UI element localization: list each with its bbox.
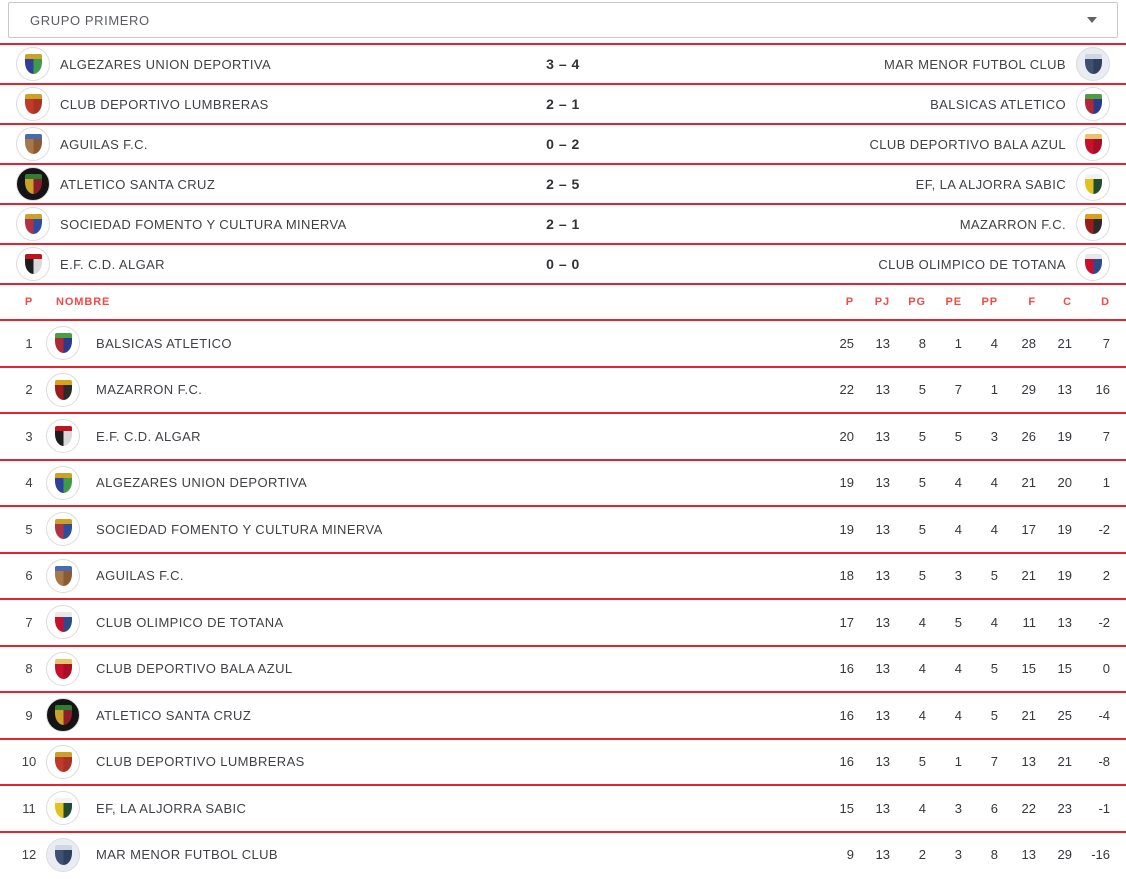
group-select-value: GRUPO PRIMERO	[30, 12, 150, 28]
stat-lost: 8	[990, 847, 998, 863]
match-score: 0 – 2	[546, 136, 580, 152]
stat-diff: 0	[1102, 661, 1110, 677]
stat-against: 19	[1057, 521, 1072, 537]
header-stat-for: F	[1028, 296, 1036, 308]
team-badge	[46, 791, 80, 825]
standings-row	[0, 319, 1126, 366]
stat-diff: -1	[1098, 800, 1110, 816]
team-badge	[16, 47, 50, 81]
stat-drawn: 4	[954, 521, 962, 537]
stat-played: 13	[875, 707, 890, 723]
away-team-name: EF, LA ALJORRA SABIC	[915, 176, 1066, 192]
stat-points: 9	[846, 847, 854, 863]
stat-drawn: 4	[954, 475, 962, 491]
team-badge	[46, 838, 80, 872]
row-position: 10	[21, 754, 37, 770]
standings-row	[0, 552, 1126, 599]
row-stats	[818, 475, 1110, 490]
stat-drawn: 3	[954, 847, 962, 863]
stat-against: 23	[1057, 800, 1072, 816]
stat-for: 26	[1021, 428, 1036, 444]
stat-diff: -16	[1091, 847, 1110, 863]
stat-against: 13	[1057, 614, 1072, 630]
team-badge	[46, 559, 80, 593]
stat-against: 15	[1057, 661, 1072, 677]
away-team-name: CLUB DEPORTIVO BALA AZUL	[869, 136, 1066, 152]
team-badge	[46, 326, 80, 360]
stat-diff: -2	[1098, 614, 1110, 630]
standings-header	[0, 283, 1126, 319]
row-position: 5	[25, 521, 33, 537]
team-name: CLUB DEPORTIVO BALA AZUL	[96, 661, 293, 677]
team-badge	[46, 466, 80, 500]
standings-row	[0, 738, 1126, 785]
stat-against: 13	[1057, 382, 1072, 398]
team-badge	[1076, 127, 1110, 161]
team-badge	[46, 419, 80, 453]
stat-lost: 6	[990, 800, 998, 816]
home-team	[16, 87, 508, 121]
team-badge	[46, 652, 80, 686]
match-row	[0, 203, 1126, 243]
stat-points: 19	[839, 475, 854, 491]
chevron-down-icon	[1087, 17, 1097, 23]
row-position: 6	[25, 568, 33, 584]
stat-played: 13	[875, 661, 890, 677]
stat-played: 13	[875, 335, 890, 351]
header-stat-against: C	[1063, 296, 1072, 308]
away-team-name: MAR MENOR FUTBOL CLUB	[884, 56, 1066, 72]
away-team-name: BALSICAS ATLETICO	[930, 96, 1066, 112]
team-badge	[46, 605, 80, 639]
stat-played: 13	[875, 521, 890, 537]
stat-for: 29	[1021, 382, 1036, 398]
stat-won: 5	[918, 475, 926, 491]
header-stat-lost: PP	[981, 296, 998, 308]
away-team	[618, 47, 1110, 81]
stat-drawn: 3	[954, 568, 962, 584]
match-row	[0, 83, 1126, 123]
row-stats	[818, 615, 1110, 630]
team-name: CLUB DEPORTIVO LUMBRERAS	[96, 754, 305, 770]
header-stats	[818, 296, 1110, 308]
team-name: EF, LA ALJORRA SABIC	[96, 800, 247, 816]
stat-drawn: 4	[954, 707, 962, 723]
away-team	[618, 247, 1110, 281]
row-position: 9	[25, 707, 33, 723]
standings-row	[0, 412, 1126, 459]
stat-played: 13	[875, 475, 890, 491]
home-team-name: CLUB DEPORTIVO LUMBRERAS	[60, 96, 269, 112]
home-team-name: AGUILAS F.C.	[60, 136, 148, 152]
team-badge	[1076, 167, 1110, 201]
home-team	[16, 127, 508, 161]
stat-for: 22	[1021, 800, 1036, 816]
stat-drawn: 3	[954, 800, 962, 816]
stat-lost: 4	[990, 614, 998, 630]
header-stat-won: PG	[908, 296, 926, 308]
stat-for: 13	[1021, 847, 1036, 863]
stat-lost: 4	[990, 521, 998, 537]
stat-won: 5	[918, 382, 926, 398]
row-position: 4	[25, 475, 33, 491]
header-stat-played: PJ	[874, 296, 890, 308]
stat-lost: 5	[990, 568, 998, 584]
stat-won: 4	[918, 661, 926, 677]
stat-won: 8	[918, 335, 926, 351]
match-row	[0, 163, 1126, 203]
stat-won: 4	[918, 614, 926, 630]
stat-points: 25	[839, 335, 854, 351]
header-stat-diff: D	[1101, 296, 1110, 308]
stat-lost: 1	[990, 382, 998, 398]
standings-row	[0, 831, 1126, 878]
stat-against: 21	[1057, 335, 1072, 351]
home-team-name: E.F. C.D. ALGAR	[60, 256, 165, 272]
stat-played: 13	[875, 382, 890, 398]
stat-for: 15	[1021, 661, 1036, 677]
stat-played: 13	[875, 754, 890, 770]
home-team	[16, 247, 508, 281]
stat-points: 22	[839, 382, 854, 398]
standings-row	[0, 505, 1126, 552]
stat-for: 21	[1021, 707, 1036, 723]
match-row	[0, 123, 1126, 163]
stat-played: 13	[875, 614, 890, 630]
stat-drawn: 5	[954, 614, 962, 630]
team-name: E.F. C.D. ALGAR	[96, 428, 201, 444]
stat-points: 16	[839, 754, 854, 770]
team-badge	[46, 373, 80, 407]
stat-for: 28	[1021, 335, 1036, 351]
stat-diff: 2	[1102, 568, 1110, 584]
stat-lost: 5	[990, 661, 998, 677]
team-name: CLUB OLIMPICO DE TOTANA	[96, 614, 284, 630]
row-position: 3	[25, 428, 33, 444]
stat-points: 19	[839, 521, 854, 537]
stat-won: 5	[918, 568, 926, 584]
row-stats	[818, 336, 1110, 351]
home-team	[16, 207, 508, 241]
row-stats	[818, 568, 1110, 583]
team-badge	[1076, 47, 1110, 81]
standings-row	[0, 645, 1126, 692]
stat-played: 13	[875, 847, 890, 863]
row-stats	[818, 708, 1110, 723]
standings-row	[0, 598, 1126, 645]
stat-lost: 5	[990, 707, 998, 723]
stat-lost: 4	[990, 335, 998, 351]
standings-row	[0, 366, 1126, 413]
header-position: P	[24, 296, 34, 308]
stat-against: 19	[1057, 428, 1072, 444]
row-position: 7	[25, 614, 33, 630]
stat-for: 13	[1021, 754, 1036, 770]
standings-row	[0, 459, 1126, 506]
row-stats	[818, 661, 1110, 676]
stat-drawn: 4	[954, 661, 962, 677]
row-stats	[818, 382, 1110, 397]
row-position: 11	[22, 800, 36, 816]
row-stats	[818, 522, 1110, 537]
row-position: 12	[21, 847, 37, 863]
results-list	[0, 43, 1126, 283]
stat-diff: -2	[1098, 521, 1110, 537]
stat-drawn: 1	[954, 335, 962, 351]
match-row	[0, 43, 1126, 83]
stat-won: 4	[918, 800, 926, 816]
stat-won: 5	[918, 521, 926, 537]
match-score: 2 – 1	[546, 216, 580, 232]
team-badge	[1076, 247, 1110, 281]
stat-points: 18	[839, 568, 854, 584]
home-team	[16, 47, 508, 81]
team-badge	[46, 512, 80, 546]
away-team	[618, 167, 1110, 201]
row-position: 8	[25, 661, 33, 677]
stat-against: 20	[1057, 475, 1072, 491]
stat-drawn: 7	[954, 382, 962, 398]
group-select[interactable]	[8, 2, 1118, 38]
stat-points: 16	[839, 707, 854, 723]
away-team-name: CLUB OLIMPICO DE TOTANA	[878, 256, 1066, 272]
match-score: 0 – 0	[546, 256, 580, 272]
team-badge	[16, 207, 50, 241]
home-team-name: ALGEZARES UNION DEPORTIVA	[60, 56, 272, 72]
away-team-name: MAZARRON F.C.	[959, 216, 1066, 232]
home-team	[16, 167, 508, 201]
stat-drawn: 1	[954, 754, 962, 770]
away-team	[618, 87, 1110, 121]
away-team	[618, 127, 1110, 161]
stat-against: 25	[1057, 707, 1072, 723]
team-badge	[16, 127, 50, 161]
match-row	[0, 243, 1126, 283]
row-stats	[818, 429, 1110, 444]
row-position: 1	[25, 335, 33, 351]
team-name: BALSICAS ATLETICO	[96, 335, 232, 351]
stat-lost: 4	[990, 475, 998, 491]
stat-for: 11	[1022, 614, 1036, 630]
row-position: 2	[25, 382, 33, 398]
team-name: MAZARRON F.C.	[96, 382, 203, 398]
stat-against: 29	[1057, 847, 1072, 863]
stat-diff: -4	[1098, 707, 1110, 723]
team-name: ATLETICO SANTA CRUZ	[96, 707, 252, 723]
stat-for: 17	[1021, 521, 1036, 537]
stat-won: 2	[918, 847, 926, 863]
stat-played: 13	[875, 800, 890, 816]
team-badge	[1076, 207, 1110, 241]
stat-lost: 7	[990, 754, 998, 770]
team-badge	[16, 167, 50, 201]
stat-drawn: 5	[954, 428, 962, 444]
stat-for: 21	[1021, 568, 1036, 584]
team-badge	[16, 247, 50, 281]
header-name: NOMBRE	[56, 296, 111, 308]
match-score: 2 – 5	[546, 176, 580, 192]
stat-diff: 16	[1095, 382, 1110, 398]
stat-points: 15	[839, 800, 854, 816]
row-stats	[818, 847, 1110, 862]
match-score: 3 – 4	[546, 56, 580, 72]
team-badge	[1076, 87, 1110, 121]
team-badge	[46, 698, 80, 732]
stat-diff: -8	[1098, 754, 1110, 770]
home-team-name: ATLETICO SANTA CRUZ	[60, 176, 216, 192]
team-badge	[16, 87, 50, 121]
stat-points: 20	[839, 428, 854, 444]
row-stats	[818, 754, 1110, 769]
stat-points: 17	[839, 614, 854, 630]
standings-row	[0, 691, 1126, 738]
home-team-name: SOCIEDAD FOMENTO Y CULTURA MINERVA	[60, 216, 347, 232]
standings-table	[0, 283, 1126, 877]
stat-diff: 7	[1102, 335, 1110, 351]
stat-points: 16	[839, 661, 854, 677]
team-badge	[46, 745, 80, 779]
team-name: AGUILAS F.C.	[96, 568, 184, 584]
stat-played: 13	[875, 568, 890, 584]
stat-diff: 1	[1102, 475, 1110, 491]
standings-row	[0, 784, 1126, 831]
stat-diff: 7	[1102, 428, 1110, 444]
stat-for: 21	[1021, 475, 1036, 491]
team-name: ALGEZARES UNION DEPORTIVA	[96, 475, 308, 491]
header-stat-drawn: PE	[945, 296, 962, 308]
header-stat-points: P	[845, 296, 854, 308]
stat-won: 5	[918, 428, 926, 444]
team-name: MAR MENOR FUTBOL CLUB	[96, 847, 278, 863]
stat-won: 5	[918, 754, 926, 770]
stat-won: 4	[918, 707, 926, 723]
match-score: 2 – 1	[546, 96, 580, 112]
row-stats	[818, 801, 1110, 816]
stat-against: 19	[1057, 568, 1072, 584]
stat-against: 21	[1057, 754, 1072, 770]
stat-lost: 3	[990, 428, 998, 444]
team-name: SOCIEDAD FOMENTO Y CULTURA MINERVA	[96, 521, 383, 537]
stat-played: 13	[875, 428, 890, 444]
away-team	[618, 207, 1110, 241]
